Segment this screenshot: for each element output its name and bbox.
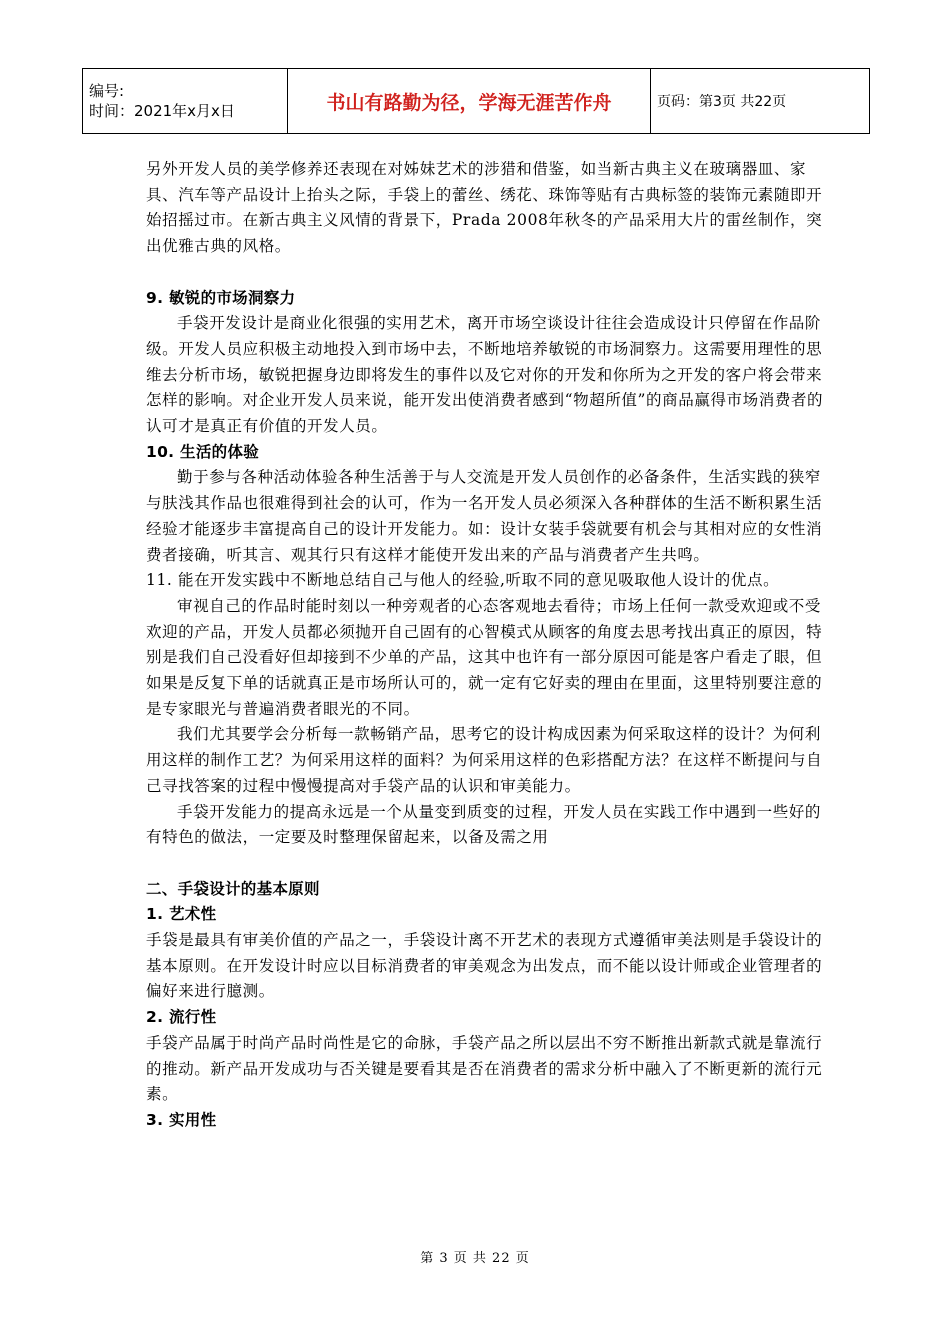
body-paragraph: 勤于参与各种活动体验各种生活善于与人交流是开发人员创作的必备条件，生活实践的狭窄与肤浅其作品也很难得到社会的认可，作为一名开发人员必须深入各种群体的生活不断积累生活经验才能逐步丰富提高自己的设计开发能力。如：设计女装手袋就要有机会与其相对应的女性消费者接确，听其言、观其行只有这样才能使开发出来的产品与消费者产生共鸣。 [146,468,823,564]
section-heading: 二、手袋设计的基本原则 [146,879,320,898]
body-paragraph: 手袋是最具有审美价值的产品之一，手袋设计离不开艺术的表现方式遵循审美法则是手袋设计的基本原则。在开发设计时应以目标消费者的审美观念为出发点，而不能以设计师或企业管理者的偏好来进行臆测。 [146,931,823,1001]
section-heading: 10. 生活的体验 [146,442,260,461]
body-paragraph: 另外开发人员的美学修养还表现在对姊妹艺术的涉猎和借鉴，如当新古典主义在玻璃器皿、家具、汽车等产品设计上抬头之际，手袋上的蕾丝、绣花、珠饰等贴有古典标签的装饰元素随即开始招摇过市。在新古典主义风情的背景下，Prada 2008年秋冬的产品采用大片的雷丝制作，突出优雅古典的风格。 [146,160,823,256]
header-meta [83,69,288,134]
body-paragraph: 手袋开发设计是商业化很强的实用艺术，离开市场空谈设计往往会造成设计只停留在作品阶级。开发人员应积极主动地投入到市场中去，不断地培养敏锐的市场洞察力。这需要用理性的思维去分析市场，敏锐把握身边即将发生的事件以及它对你的开发和你所为之开发的客户将会带来怎样的影响。对企业开发人员来说，能开发出使消费者感到“物超所值”的商品赢得市场消费者的认可才是真正有价值的开发人员。 [146,314,824,436]
header-page-info: 页码：第3页 共22页 [651,69,870,134]
section-heading: 1. 艺术性 [146,905,217,924]
body-paragraph: 11. 能在开发实践中不断地总结自己与他人的经验,听取不同的意见吸取他人设计的优点。 [146,571,780,590]
paragraph-spacer [146,260,826,286]
document-body [146,157,826,1134]
body-paragraph: 手袋产品属于时尚产品时尚性是它的命脉，手袋产品之所以层出不穷不断推出新款式就是靠流行的推动。新产品开发成功与否关键是要看其是否在消费者的需求分析中融入了不断更新的流行元素。 [146,1033,823,1104]
document-number-label: 编号: [89,82,125,100]
section-heading: 3. 实用性 [146,1110,217,1129]
body-paragraph: 手袋开发能力的提高永远是一个从量变到质变的过程，开发人员在实践工作中遇到一些好的有特色的做法，一定要及时整理保留起来，以备及需之用 [146,802,822,847]
header-motto: 书山有路勤为径，学海无涯苦作舟 [288,69,651,134]
body-paragraph: 审视自己的作品时能时刻以一种旁观者的心态客观地去看待；市场上任何一款受欢迎或不受欢迎的产品，开发人员都必须抛开自己固有的心智模式从顾客的角度去思考找出真正的原因，特别是我们自己没看好但却接到不少单的产品，这其中也许有一部分原因可能是客户看走了眼，但如果是反复下单的话就真正是市场所认可的，就一定有它好卖的理由在里面，这里特别要注意的是专家眼光与普遍消费者眼光的不同。 [146,596,823,718]
page-header [82,68,870,134]
document-date: 时间：2021年x月x日 [89,102,235,120]
paragraph-spacer [146,851,826,877]
page-footer: 第 3 页 共 22 页 [420,1251,530,1266]
body-paragraph: 我们尤其要学会分析每一款畅销产品，思考它的设计构成因素为何采取这样的设计？为何利用这样的制作工艺？为何采用这样的面料？为何采用这样的色彩搭配方法？在这样不断提问与自己寻找答案的过程中慢慢提高对手袋产品的认识和审美能力。 [146,725,823,795]
section-heading: 2. 流行性 [146,1008,217,1027]
section-heading: 9. 敏锐的市场洞察力 [146,288,296,307]
